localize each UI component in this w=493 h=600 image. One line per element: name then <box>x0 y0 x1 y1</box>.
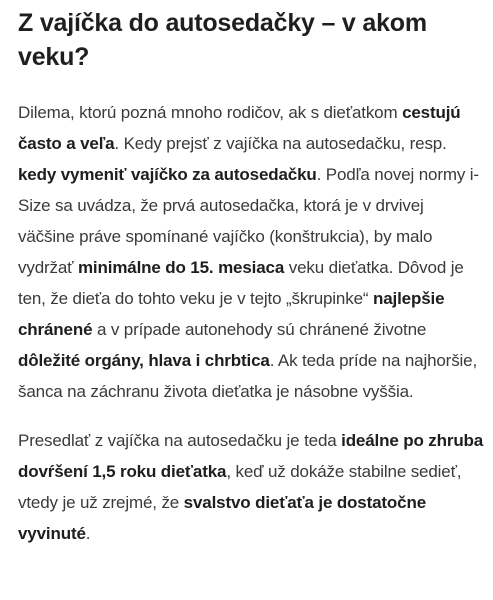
paragraph-text: a v prípade autonehody sú chránené životne <box>92 320 427 339</box>
paragraph-text: . Ak teda príde na najhoršie, šanca na záchranu života dieťatka je násobne vyššia. <box>18 351 478 401</box>
paragraph-text: , keď už dokáže stabilne sedieť, vtedy je už zrejmé, že <box>18 462 462 512</box>
emphasis-text: dôležité orgány, hlava i chrbtica <box>18 351 270 370</box>
article <box>18 6 484 549</box>
emphasis-text: najlepšie chránené <box>18 289 445 339</box>
article-paragraph-1 <box>18 97 484 407</box>
paragraph-text: . Kedy prejsť z vajíčka na autosedačku, resp. <box>114 134 447 153</box>
emphasis-text: minimálne do 15. mesiaca <box>77 258 285 277</box>
article-heading: Z vajíčka do autosedačky – v akom veku? <box>18 9 427 71</box>
emphasis-text: cestujú často a veľa <box>18 103 461 153</box>
emphasis-text: ideálne po zhruba dovŕšení 1,5 roku dieťatka <box>18 431 484 481</box>
article-paragraph-2 <box>18 425 484 549</box>
paragraph-text: . <box>85 524 91 543</box>
paragraph-text: Dilema, ktorú pozná mnoho rodičov, ak s dieťatkom <box>18 103 403 122</box>
emphasis-text: svalstvo dieťaťa je dostatočne vyvinuté <box>18 493 426 543</box>
paragraph-text: Presedlať z vajíčka na autosedačku je teda <box>18 431 342 450</box>
emphasis-text: kedy vymeniť vajíčko za autosedačku <box>18 165 317 184</box>
paragraph-text: . Podľa novej normy i-Size sa uvádza, že prvá autosedačka, ktorá je v drvivej väčšine práve spomínané vajíčko (konštrukcia), by malo vydržať <box>18 165 479 277</box>
paragraph-text: veku dieťatka. Dôvod je ten, že dieťa do tohto veku je v tejto „škrupinke“ <box>18 258 464 308</box>
